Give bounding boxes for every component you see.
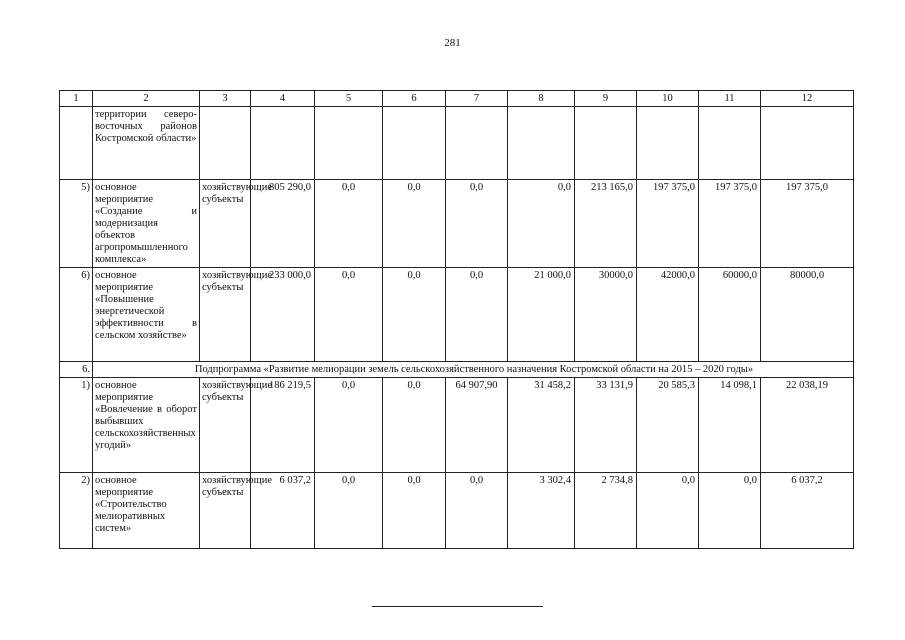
- header-cell: 8: [508, 91, 575, 107]
- executor: хозяйствующие субъекты: [200, 378, 251, 473]
- value-cell: 30000,0: [575, 268, 637, 362]
- page-number: 281: [444, 37, 461, 49]
- header-cell: 5: [315, 91, 383, 107]
- header-cell: 2: [93, 91, 200, 107]
- value-cell: 197 375,0: [637, 180, 699, 268]
- value-cell: 0,0: [383, 268, 446, 362]
- table-row: [60, 378, 854, 473]
- value-cell: 14 098,1: [699, 378, 761, 473]
- value-cell: 80000,0: [761, 268, 854, 362]
- value-cell: 0,0: [699, 473, 761, 549]
- header-cell: 9: [575, 91, 637, 107]
- value-cell: 0,0: [315, 180, 383, 268]
- value-cell: 60000,0: [699, 268, 761, 362]
- footer-rule: [372, 606, 543, 607]
- header-cell: 10: [637, 91, 699, 107]
- header-cell: 7: [446, 91, 508, 107]
- executor: хозяйствующие субъекты: [200, 268, 251, 362]
- value-cell: 233 000,0: [251, 268, 315, 362]
- value-cell: [446, 107, 508, 180]
- value-cell: 805 290,0: [251, 180, 315, 268]
- value-cell: [508, 107, 575, 180]
- executor: хозяйствующие субъекты: [200, 473, 251, 549]
- subprogram-title: Подпрограмма «Развитие мелиорации земель сельскохозяйственного назначения Костромской области на 2015 – 2020 годы»: [93, 362, 854, 378]
- row-number: 6.: [60, 362, 93, 378]
- row-number: 2): [60, 473, 93, 549]
- table-row: [60, 268, 854, 362]
- value-cell: 0,0: [637, 473, 699, 549]
- measure-name: основное мероприятие «Создание и модернизация объектов агропромышленного комплекса»: [93, 180, 200, 268]
- executor: хозяйствующие субъекты: [200, 180, 251, 268]
- value-cell: 20 585,3: [637, 378, 699, 473]
- measure-name: основное мероприятие «Вовлечение в оборот выбывших сельскохозяйственных угодий»: [93, 378, 200, 473]
- value-cell: 197 375,0: [761, 180, 854, 268]
- value-cell: 197 375,0: [699, 180, 761, 268]
- subprogram-row: [60, 362, 854, 378]
- value-cell: [383, 107, 446, 180]
- value-cell: 0,0: [383, 378, 446, 473]
- row-number: [60, 107, 93, 180]
- table-body: [60, 91, 854, 549]
- value-cell: 6 037,2: [761, 473, 854, 549]
- value-cell: 213 165,0: [575, 180, 637, 268]
- measure-name: основное мероприятие «Повышение энергетической эффективности в сельском хозяйстве»: [93, 268, 200, 362]
- value-cell: 0,0: [315, 378, 383, 473]
- value-cell: 0,0: [383, 180, 446, 268]
- header-row: [60, 91, 854, 107]
- value-cell: [761, 107, 854, 180]
- value-cell: 21 000,0: [508, 268, 575, 362]
- value-cell: 0,0: [315, 473, 383, 549]
- header-cell: 3: [200, 91, 251, 107]
- executor: [200, 107, 251, 180]
- table-row: [60, 180, 854, 268]
- measure-name: основное мероприятие «Строительство мелиоративных систем»: [93, 473, 200, 549]
- value-cell: 2 734,8: [575, 473, 637, 549]
- header-cell: 12: [761, 91, 854, 107]
- value-cell: 3 302,4: [508, 473, 575, 549]
- value-cell: 22 038,19: [761, 378, 854, 473]
- table-row: [60, 107, 854, 180]
- header-cell: 4: [251, 91, 315, 107]
- row-number: 6): [60, 268, 93, 362]
- value-cell: 0,0: [446, 473, 508, 549]
- header-cell: 11: [699, 91, 761, 107]
- row-number: 5): [60, 180, 93, 268]
- table-row: [60, 473, 854, 549]
- header-cell: 1: [60, 91, 93, 107]
- value-cell: [251, 107, 315, 180]
- header-cell: 6: [383, 91, 446, 107]
- value-cell: 31 458,2: [508, 378, 575, 473]
- value-cell: 0,0: [508, 180, 575, 268]
- row-number: 1): [60, 378, 93, 473]
- value-cell: 6 037,2: [251, 473, 315, 549]
- value-cell: 0,0: [383, 473, 446, 549]
- value-cell: [637, 107, 699, 180]
- value-cell: 186 219,5: [251, 378, 315, 473]
- value-cell: 33 131,9: [575, 378, 637, 473]
- measure-name: территории северо-восточных районов Костромской области»: [93, 107, 200, 180]
- value-cell: 42000,0: [637, 268, 699, 362]
- value-cell: 0,0: [446, 268, 508, 362]
- value-cell: [575, 107, 637, 180]
- value-cell: [315, 107, 383, 180]
- value-cell: [699, 107, 761, 180]
- program-table: [59, 90, 854, 549]
- value-cell: 0,0: [315, 268, 383, 362]
- value-cell: 0,0: [446, 180, 508, 268]
- value-cell: 64 907,90: [446, 378, 508, 473]
